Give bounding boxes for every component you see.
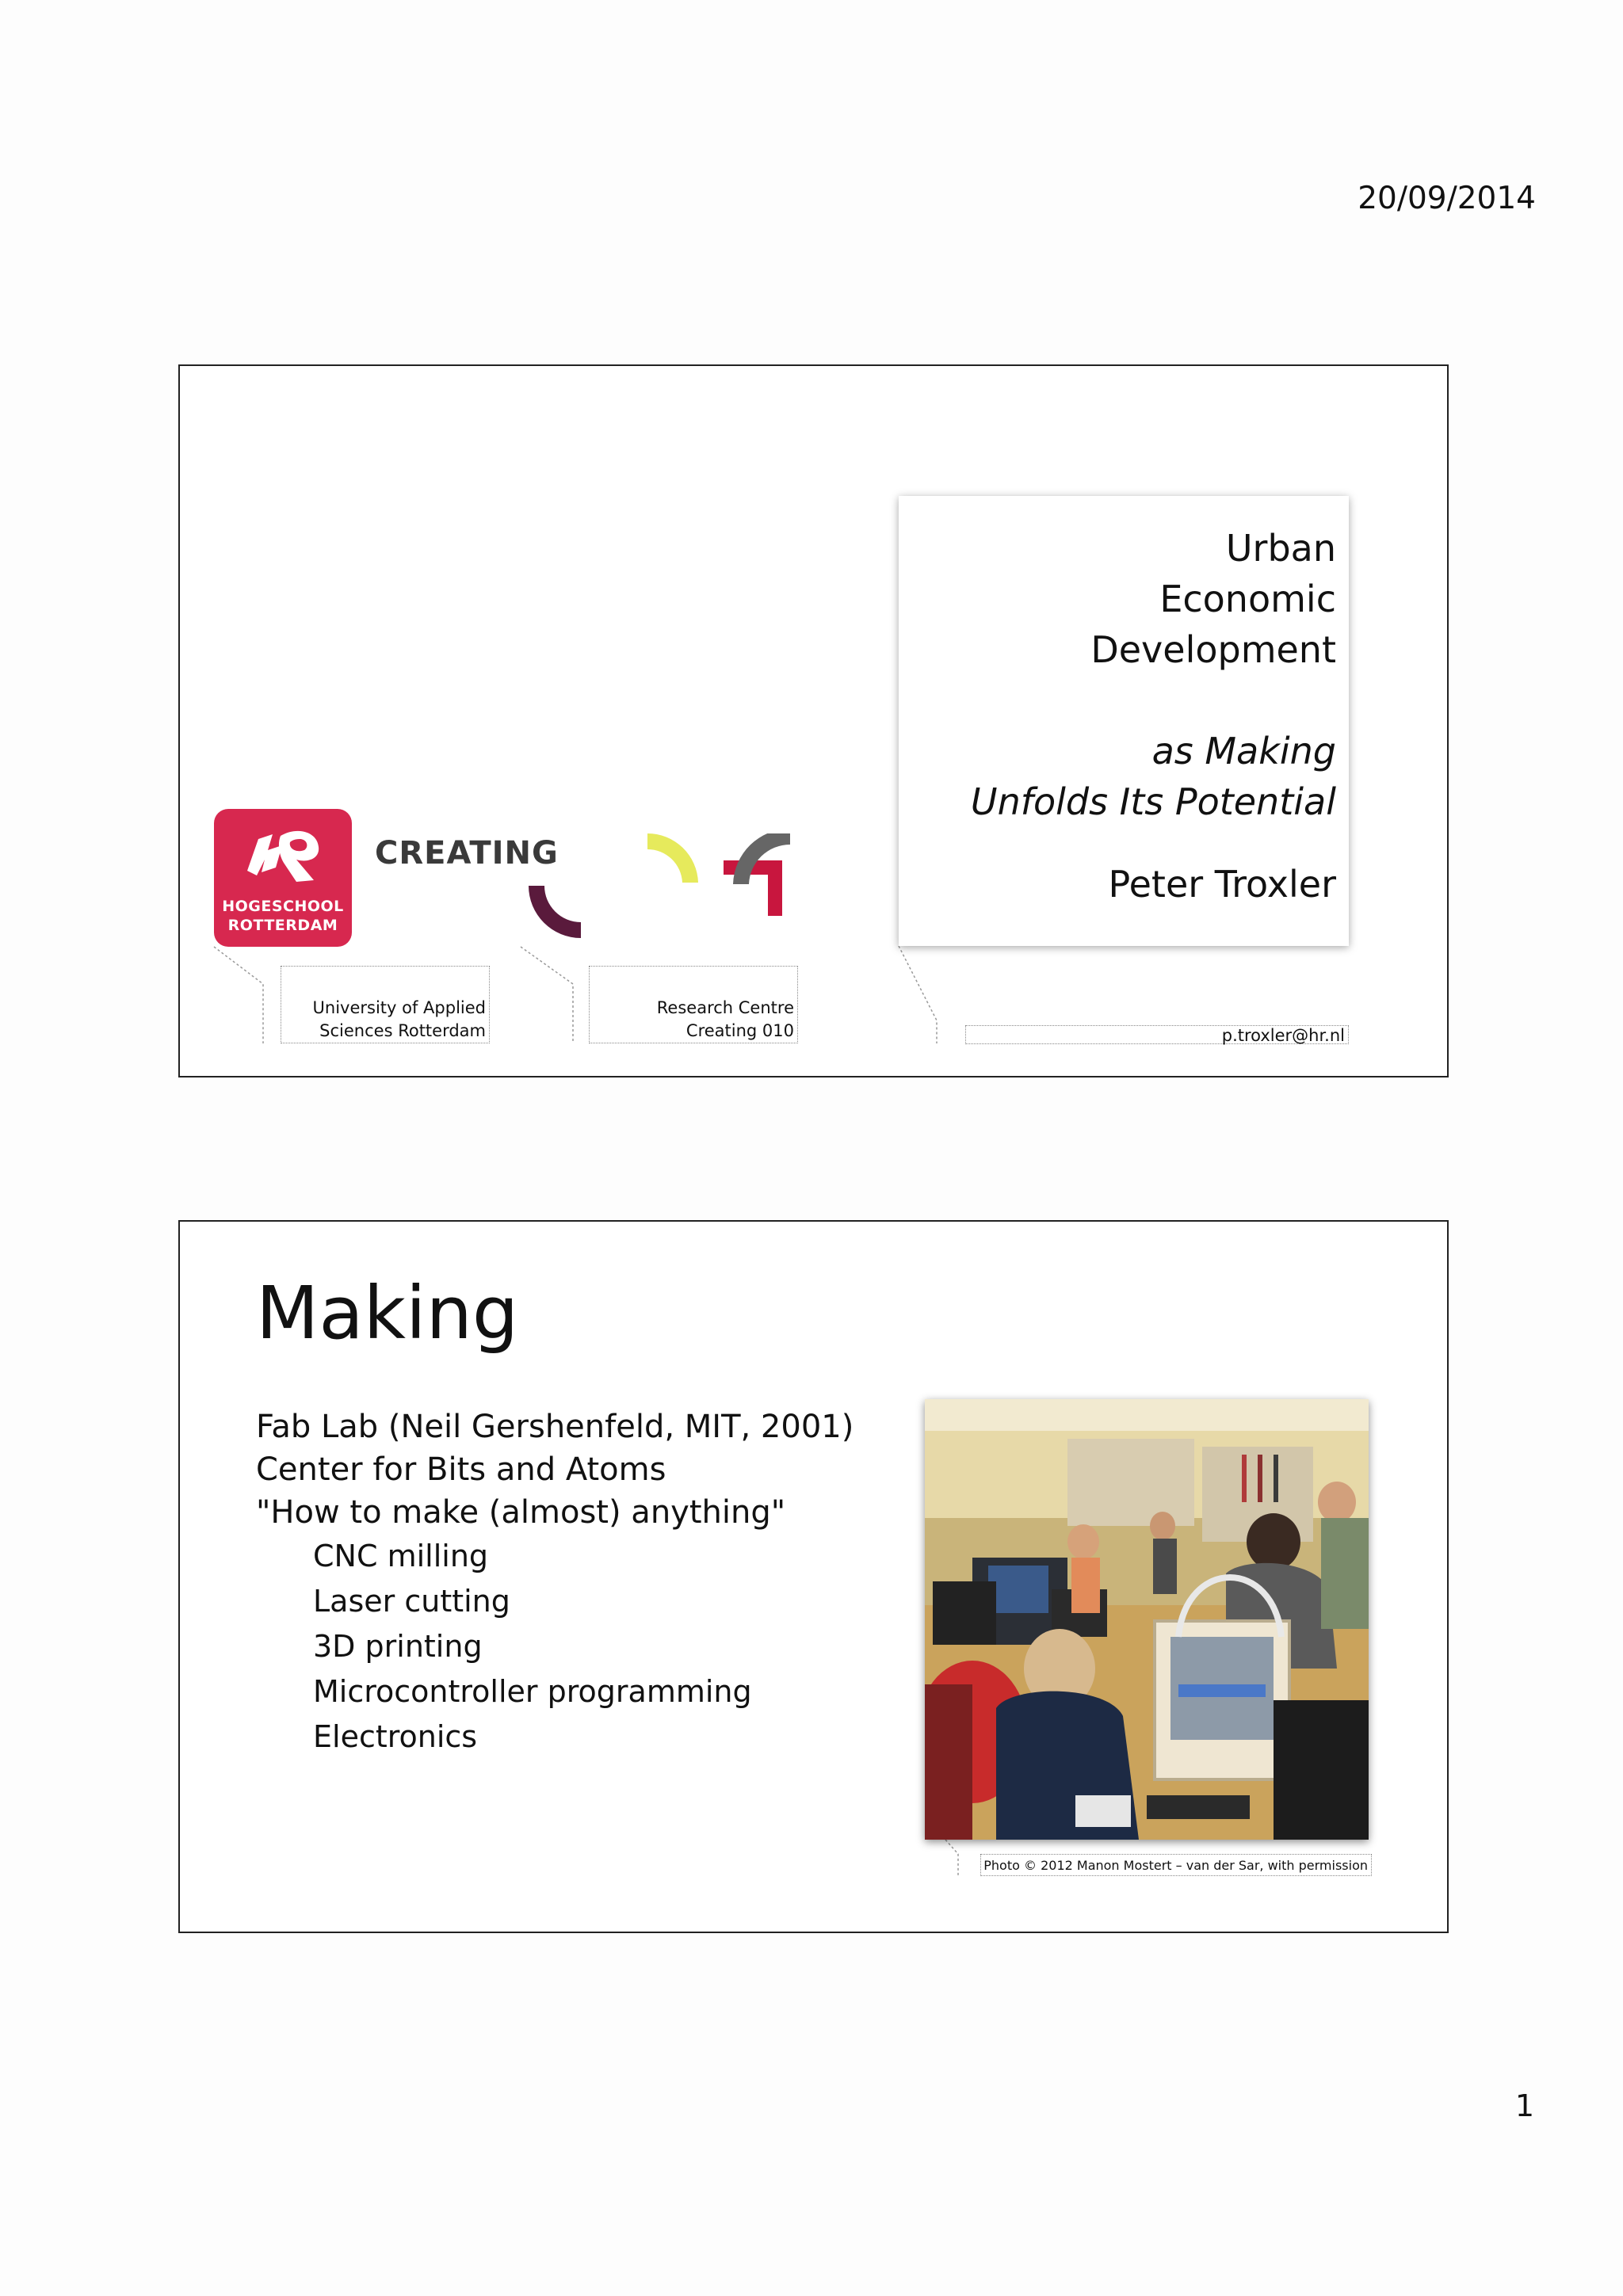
title-line: Development — [1090, 628, 1336, 671]
creating-shape-crimson — [724, 860, 782, 916]
creating-logo-shapes — [521, 833, 790, 952]
caption-line: Creating 010 — [685, 1021, 794, 1040]
caption-research-centre — [589, 966, 798, 1043]
sub-item: 3D printing — [313, 1629, 483, 1664]
sub-item: Laser cutting — [313, 1584, 510, 1619]
sub-item: CNC milling — [313, 1539, 489, 1573]
caption-university — [281, 966, 490, 1043]
title-line: Urban — [1225, 527, 1336, 570]
body-line: Fab Lab (Neil Gershenfeld, MIT, 2001) — [256, 1409, 854, 1445]
fab-lab-photo — [925, 1399, 1369, 1840]
subtitle-line: as Making — [1151, 730, 1336, 772]
hogeschool-rotterdam-logo — [214, 809, 352, 947]
logo-line-1: HOGESCHOOL — [222, 898, 344, 915]
photo-caption: Photo © 2012 Manon Mostert – van der Sar, with permission — [980, 1854, 1372, 1876]
slide-title: Making — [256, 1271, 519, 1356]
author-name: Peter Troxler — [1108, 863, 1336, 906]
page-number: 1 — [1514, 2088, 1534, 2123]
slide-1 — [178, 364, 1449, 1077]
slide-body — [256, 1405, 854, 1760]
body-line: Center for Bits and Atoms — [256, 1451, 666, 1488]
creating-wordmark: CREATING — [375, 835, 559, 871]
slide-2 — [178, 1220, 1449, 1933]
hr-logo-mark-icon — [241, 823, 325, 890]
title-line: Economic — [1159, 578, 1336, 620]
sub-item: Electronics — [313, 1719, 478, 1754]
title-card — [899, 496, 1349, 946]
sub-item: Microcontroller programming — [313, 1674, 752, 1709]
creating-shape-yellow — [647, 833, 698, 883]
creating-shape-plum — [529, 886, 581, 938]
subtitle-line: Unfolds Its Potential — [970, 780, 1336, 823]
caption-line: Sciences Rotterdam — [319, 1021, 486, 1040]
body-line: "How to make (almost) anything" — [256, 1494, 786, 1531]
caption-email: p.troxler@hr.nl — [965, 1025, 1349, 1044]
page-date: 20/09/2014 — [1358, 181, 1536, 216]
logo-line-2: ROTTERDAM — [227, 917, 338, 934]
caption-line: University of Applied — [312, 998, 486, 1017]
caption-line: Research Centre — [656, 998, 794, 1017]
